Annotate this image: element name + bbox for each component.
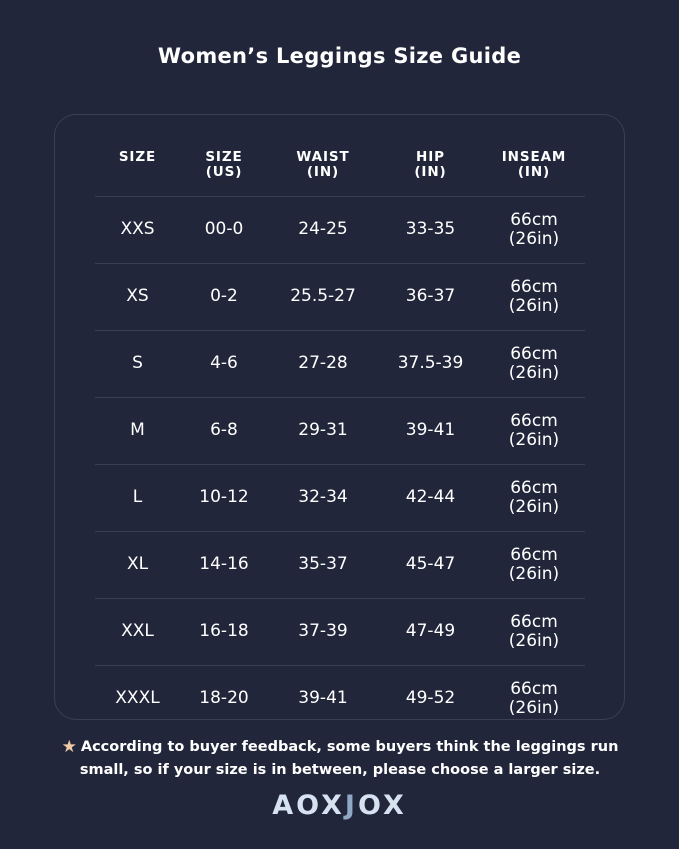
cell-size: XL	[95, 532, 180, 599]
cell-inseam: 66cm (26in)	[483, 264, 585, 331]
cell-size: S	[95, 331, 180, 398]
cell-size-us: 00-0	[180, 197, 268, 264]
table-row	[95, 197, 585, 264]
cell-hip: 36-37	[378, 264, 483, 331]
star-icon: ★	[61, 737, 77, 757]
cell-size: L	[95, 465, 180, 532]
brand-part-3: OX	[357, 790, 407, 821]
brand-logo	[0, 790, 679, 821]
table-row	[95, 398, 585, 465]
cell-hip: 45-47	[378, 532, 483, 599]
table-row	[95, 599, 585, 666]
cell-inseam: 66cm (26in)	[483, 197, 585, 264]
header-waist: WAIST (IN)	[296, 149, 350, 181]
cell-waist: 39-41	[268, 666, 378, 733]
cell-size-us: 4-6	[180, 331, 268, 398]
cell-waist: 29-31	[268, 398, 378, 465]
cell-waist: 35-37	[268, 532, 378, 599]
table-row	[95, 331, 585, 398]
size-chart-table	[95, 140, 585, 732]
cell-waist: 27-28	[268, 331, 378, 398]
cell-waist: 37-39	[268, 599, 378, 666]
cell-size: XXL	[95, 599, 180, 666]
cell-size: XXS	[95, 197, 180, 264]
note-text: According to buyer feedback, some buyers think the leggings run small, so if your size is in between, please choose a larger size.	[79, 739, 619, 778]
cell-inseam: 66cm (26in)	[483, 532, 585, 599]
cell-hip: 49-52	[378, 666, 483, 733]
cell-waist: 32-34	[268, 465, 378, 532]
cell-waist: 24-25	[268, 197, 378, 264]
header-row	[95, 140, 585, 197]
brand-part-1: AOX	[272, 790, 345, 821]
cell-hip: 39-41	[378, 398, 483, 465]
cell-hip: 33-35	[378, 197, 483, 264]
cell-inseam: 66cm (26in)	[483, 599, 585, 666]
header-inseam: INSEAM (IN)	[501, 149, 567, 181]
cell-size: XXXL	[95, 666, 180, 733]
table-row	[95, 264, 585, 331]
table-row	[95, 465, 585, 532]
header-size: SIZE	[118, 149, 157, 165]
cell-size-us: 14-16	[180, 532, 268, 599]
cell-waist: 25.5-27	[268, 264, 378, 331]
cell-inseam: 66cm (26in)	[483, 666, 585, 733]
cell-hip: 47-49	[378, 599, 483, 666]
cell-size-us: 16-18	[180, 599, 268, 666]
table-body	[95, 197, 585, 733]
cell-size: XS	[95, 264, 180, 331]
cell-size-us: 0-2	[180, 264, 268, 331]
header-size-us: SIZE (US)	[205, 149, 243, 181]
cell-size-us: 18-20	[180, 666, 268, 733]
cell-inseam: 66cm (26in)	[483, 465, 585, 532]
cell-hip: 37.5-39	[378, 331, 483, 398]
header-hip: HIP (IN)	[414, 149, 447, 181]
cell-size: M	[95, 398, 180, 465]
buyer-feedback-note	[50, 735, 630, 781]
cell-size-us: 6-8	[180, 398, 268, 465]
cell-size-us: 10-12	[180, 465, 268, 532]
table-row	[95, 532, 585, 599]
cell-inseam: 66cm (26in)	[483, 398, 585, 465]
table-row	[95, 666, 585, 733]
brand-part-2: J	[344, 790, 358, 821]
cell-inseam: 66cm (26in)	[483, 331, 585, 398]
table-header	[95, 140, 585, 197]
cell-hip: 42-44	[378, 465, 483, 532]
page-title: Women’s Leggings Size Guide	[157, 44, 522, 68]
